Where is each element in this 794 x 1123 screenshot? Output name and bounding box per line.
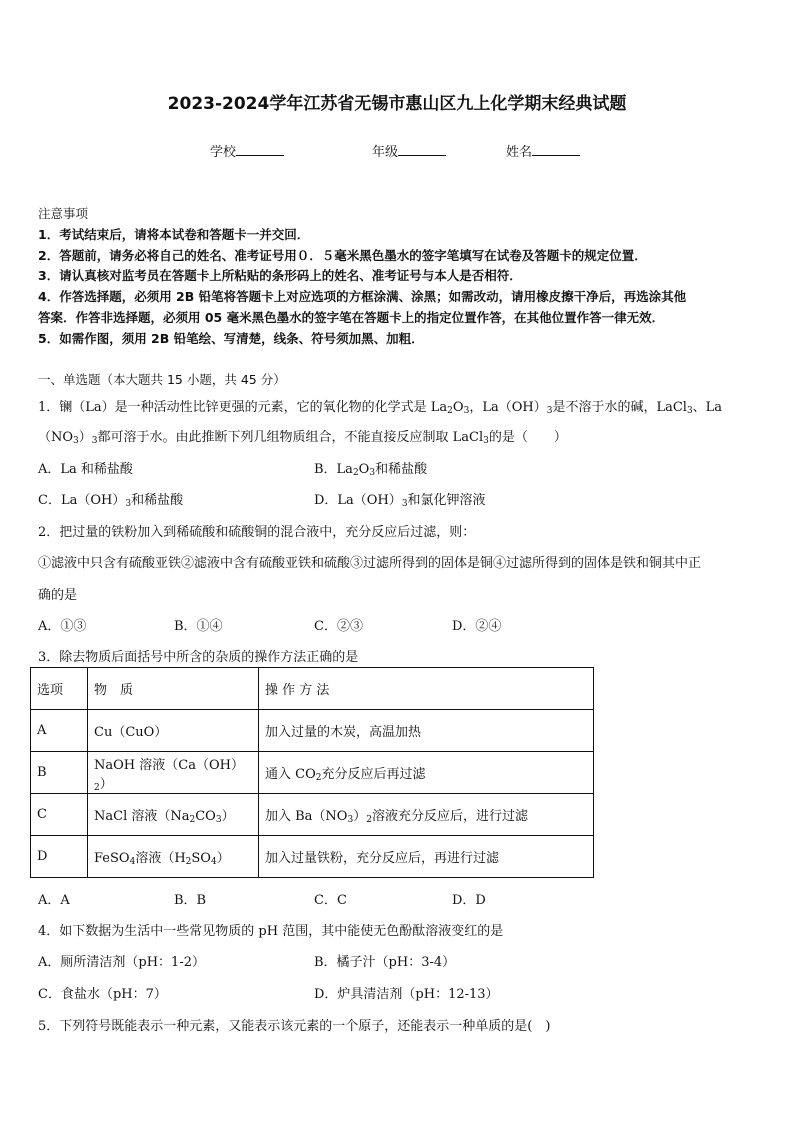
school-blank bbox=[236, 143, 284, 156]
q4-stem: 4．如下数据为生活中一些常见物质的 pH 范围，其中能使无色酚酞溶液变红的是 bbox=[38, 924, 504, 939]
school-label: 学校 bbox=[210, 145, 237, 160]
q4-option-a: A．厕所清洁剂（pH：1-2） bbox=[38, 955, 205, 970]
table-cell: 加入 $Ba(NO_3)_2$溶液充分反应后，进行过滤 bbox=[259, 794, 594, 836]
table-header-cell: 选项 bbox=[31, 668, 88, 710]
q1-option-a: A．La 和稀盐酸 bbox=[38, 462, 133, 477]
q2-option-d: D．②④ bbox=[452, 619, 502, 634]
table-cell: D bbox=[31, 836, 88, 878]
section-heading: 一、单选题（本大题共 15 小题，共 45 分） bbox=[38, 372, 286, 387]
q3-option-c: C．C bbox=[314, 893, 347, 908]
q3-option-a: A．A bbox=[38, 893, 70, 908]
notice-item: 1．考试结束后，请将本试卷和答题卡一并交回． bbox=[38, 227, 310, 242]
q4-option-c: C．食盐水（pH：7） bbox=[38, 987, 167, 1002]
table-cell: 加入过量的木炭，高温加热 bbox=[259, 710, 594, 752]
table-cell: FeSO$_4$溶液$(H_2SO_4)$ bbox=[88, 836, 259, 878]
q1-option-b: B．$La_2O_3$和稀盐酸 bbox=[314, 462, 428, 478]
q2-option-a: A．①③ bbox=[38, 619, 87, 634]
name-blank bbox=[532, 143, 580, 156]
table-header-row bbox=[31, 668, 594, 710]
q1-option-d: D．$La(OH)_3$和氯化钾溶液 bbox=[314, 493, 486, 509]
table-cell: NaOH 溶液$(Ca(OH)_2)$ bbox=[88, 752, 259, 794]
notice-item: 答案．作答非选择题，必须用 05 毫米黑色墨水的签字笔在答题卡上的指定位置作答，在其他位置作答一律无效． bbox=[38, 310, 665, 325]
notice-item: 4．作答选择题，必须用 2B 铅笔将答题卡上对应选项的方框涂满、涂黑；如需改动，请用橡皮擦干净后，再选涂其他 bbox=[38, 289, 687, 304]
school-field bbox=[210, 141, 284, 160]
q2-option-b: B．①④ bbox=[174, 619, 223, 634]
table-header-cell: 操 作 方 法 bbox=[259, 668, 594, 710]
notice-item: 3．请认真核对监考员在答题卡上所粘贴的条形码上的姓名、准考证号与本人是否相符． bbox=[38, 268, 522, 283]
q4-option-d: D．炉具清洁剂（pH：12-13） bbox=[314, 987, 499, 1002]
q2-stem-line1: 2．把过量的铁粉加入到稀硫酸和硫酸铜的混合液中，充分反应后过滤，则： bbox=[38, 525, 476, 540]
table-cell: C bbox=[31, 794, 88, 836]
q5-stem: 5．下列符号既能表示一种元素，又能表示该元素的一个原子，还能表示一种单质的是( ) bbox=[38, 1019, 551, 1034]
table-cell: Cu（CuO） bbox=[88, 710, 259, 752]
grade-blank bbox=[398, 143, 446, 156]
notice-heading: 注意事项 bbox=[38, 206, 89, 221]
table-cell: 通入 $CO_2$充分反应后再过滤 bbox=[259, 752, 594, 794]
q4-option-b: B．橘子汁（pH：3-4） bbox=[314, 955, 456, 970]
q3-table bbox=[30, 667, 594, 878]
notice-item: 5．如需作图，须用 2B 铅笔绘、写清楚，线条、符号须加黑、加粗． bbox=[38, 331, 424, 346]
table-cell: B bbox=[31, 752, 88, 794]
table-cell: 加入过量铁粉，充分反应后，再进行过滤 bbox=[259, 836, 594, 878]
q2-stem-line3: 确的是 bbox=[38, 588, 78, 603]
page-title: 2023-2024学年江苏省无锡市惠山区九上化学期末经典试题 bbox=[167, 94, 627, 114]
table-cell: A bbox=[31, 710, 88, 752]
table-header-cell: 物 质 bbox=[88, 668, 259, 710]
grade-label: 年级 bbox=[372, 145, 399, 160]
table-row bbox=[31, 794, 594, 836]
table-row bbox=[31, 710, 594, 752]
name-field bbox=[506, 141, 580, 160]
q3-option-d: D．D bbox=[452, 893, 486, 908]
q1-stem-line1: 1．镧（La）是一种活动性比锌更强的元素，它的氧化物的化学式是 $La_2O_3$，$La(OH)_3$是不溶于水的碱，LaCl$_3$、La bbox=[38, 400, 723, 416]
q3-option-b: B．B bbox=[174, 893, 207, 908]
q2-option-c: C．②③ bbox=[314, 619, 363, 634]
table-row bbox=[31, 752, 594, 794]
grade-field bbox=[372, 141, 446, 160]
q3-stem: 3．除去物质后面括号中所含的杂质的操作方法正确的是 bbox=[38, 650, 359, 665]
name-label: 姓名 bbox=[506, 145, 533, 160]
table-cell: NaCl 溶液$(Na_2CO_3)$ bbox=[88, 794, 259, 836]
q1-stem-line2: $(NO_3)_3$都可溶于水。由此推断下列几组物质组合，不能直接反应制取 LaCl$_3$的是（ ） bbox=[38, 430, 567, 446]
table-row bbox=[31, 836, 594, 878]
q2-stem-line2: ①滤液中只含有硫酸亚铁②滤液中含有硫酸亚铁和硫酸③过滤所得到的固体是铜④过滤所得到的固体是铁和铜其中正 bbox=[38, 556, 702, 571]
notice-item: 2．答题前，请务必将自己的姓名、准考证号用０．５毫米黑色墨水的签字笔填写在试卷及答题卡的规定位置． bbox=[38, 248, 647, 263]
q1-option-c: C．$La(OH)_3$和稀盐酸 bbox=[38, 493, 184, 509]
